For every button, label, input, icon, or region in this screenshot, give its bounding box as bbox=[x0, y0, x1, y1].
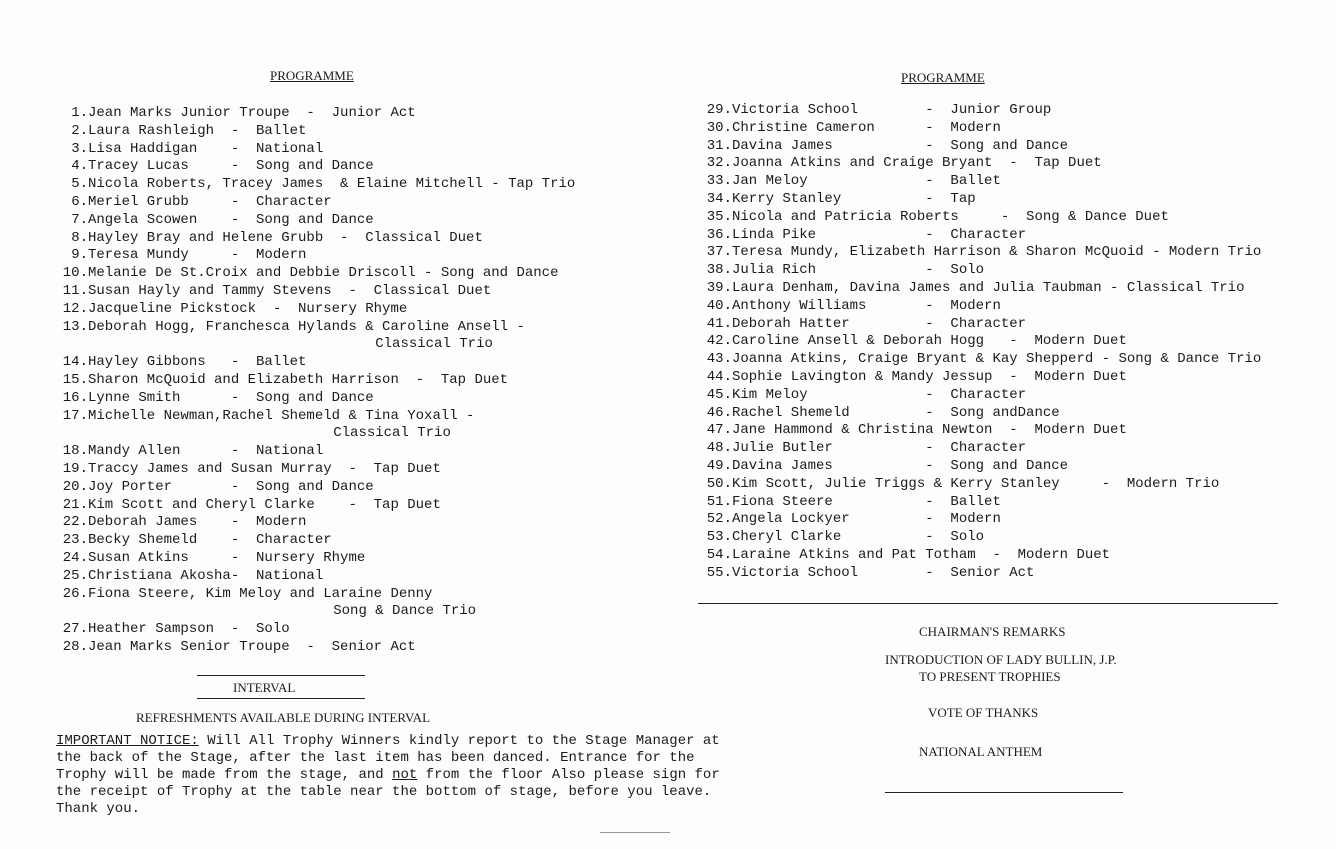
item-text: Susan Atkins - Nursery Rhyme bbox=[88, 549, 366, 566]
national-anthem: NATIONAL ANTHEM bbox=[919, 744, 1043, 759]
programme-item bbox=[56, 123, 575, 141]
item-text: Fiona Steere, Kim Meloy and Laraine Denny bbox=[88, 585, 433, 602]
item-text: Teresa Mundy - Modern bbox=[88, 247, 307, 264]
programme-item bbox=[700, 440, 1261, 458]
programme-item bbox=[700, 227, 1261, 245]
refreshments-note: REFRESHMENTS AVAILABLE DURING INTERVAL bbox=[136, 710, 431, 725]
item-text: Meriel Grubb - Character bbox=[88, 193, 332, 210]
programme-item bbox=[700, 155, 1261, 173]
item-text: Christine Cameron - Modern bbox=[732, 119, 1001, 136]
programme-item bbox=[700, 511, 1261, 529]
programme-item bbox=[700, 405, 1261, 423]
left-programme-list bbox=[56, 105, 575, 657]
item-number: 51. bbox=[706, 493, 732, 510]
item-text: Victoria School - Junior Group bbox=[732, 102, 1052, 118]
programme-item bbox=[56, 354, 575, 372]
interval-rule-bottom bbox=[197, 698, 365, 699]
programme-item bbox=[56, 621, 575, 639]
item-number: 9. bbox=[71, 247, 88, 264]
item-text: Susan Hayly and Tammy Stevens - Classical Duet bbox=[88, 282, 492, 299]
item-continuation: Classical Trio bbox=[56, 336, 493, 353]
item-number: 48. bbox=[706, 440, 732, 457]
item-number: 30. bbox=[706, 119, 732, 136]
programme-item bbox=[700, 316, 1261, 334]
programme-item bbox=[56, 479, 575, 497]
item-number: 2. bbox=[71, 122, 88, 139]
item-number: 14. bbox=[62, 354, 88, 371]
item-text: Angela Lockyer - Modern bbox=[732, 511, 1001, 528]
programme-item bbox=[56, 639, 575, 657]
programme-item bbox=[700, 298, 1261, 316]
programme-item bbox=[56, 283, 575, 301]
closing-rule bbox=[698, 603, 1278, 604]
item-number: 49. bbox=[706, 457, 732, 474]
item-text: Davina James - Song and Dance bbox=[732, 137, 1069, 154]
item-text: Joanna Atkins, Craige Bryant & Kay Shepperd - Song & Dance Trio bbox=[732, 351, 1262, 368]
item-text: Christiana Akosha- National bbox=[88, 567, 324, 584]
item-text: Laura Denham, Davina James and Julia Taubman - Classical Trio bbox=[732, 279, 1245, 296]
programme-item bbox=[56, 141, 575, 159]
programme-item bbox=[56, 408, 575, 444]
item-text: Laura Rashleigh - Ballet bbox=[88, 122, 307, 139]
item-number: 5. bbox=[71, 176, 88, 193]
item-text: Mandy Allen - National bbox=[88, 443, 324, 460]
item-number: 43. bbox=[706, 351, 732, 368]
right-programme-list bbox=[700, 102, 1261, 583]
item-text: Nicola Roberts, Tracey James & Elaine Mitchell - Tap Trio bbox=[88, 176, 576, 193]
item-text: Hayley Gibbons - Ballet bbox=[88, 354, 307, 371]
item-text: Hayley Bray and Helene Grubb - Classical Duet bbox=[88, 229, 483, 246]
item-number: 18. bbox=[62, 443, 88, 460]
item-text: Anthony Williams - Modern bbox=[732, 297, 1001, 314]
item-number: 25. bbox=[62, 567, 88, 584]
programme-item bbox=[700, 351, 1261, 369]
notice-not: not bbox=[392, 767, 418, 783]
programme-item bbox=[56, 301, 575, 319]
item-text: Jan Meloy - Ballet bbox=[732, 173, 1001, 190]
item-text: Sharon McQuoid and Elizabeth Harrison - Tap Duet bbox=[88, 371, 509, 388]
item-number: 4. bbox=[71, 158, 88, 175]
introduction-line-2: TO PRESENT TROPHIES bbox=[919, 669, 1061, 684]
item-number: 45. bbox=[706, 386, 732, 403]
programme-item bbox=[56, 514, 575, 532]
item-text: Traccy James and Susan Murray - Tap Duet bbox=[88, 460, 441, 477]
programme-item bbox=[56, 390, 575, 408]
item-text: Joanna Atkins and Craige Bryant - Tap Duet bbox=[732, 155, 1102, 172]
item-number: 34. bbox=[706, 190, 732, 207]
programme-item bbox=[700, 494, 1261, 512]
interval-title: INTERVAL bbox=[233, 680, 296, 695]
programme-item bbox=[700, 191, 1261, 209]
item-number: 19. bbox=[62, 460, 88, 477]
item-text: Victoria School - Senior Act bbox=[732, 564, 1035, 581]
programme-item bbox=[56, 586, 575, 622]
item-number: 46. bbox=[706, 404, 732, 421]
item-number: 22. bbox=[62, 514, 88, 531]
item-continuation: Classical Trio bbox=[56, 425, 451, 442]
programme-item bbox=[56, 372, 575, 390]
programme-item bbox=[700, 369, 1261, 387]
programme-item bbox=[56, 497, 575, 515]
interval-rule-top bbox=[197, 675, 365, 676]
item-text: Michelle Newman,Rachel Shemeld & Tina Yoxall - bbox=[88, 407, 475, 424]
item-number: 26. bbox=[62, 585, 88, 602]
programme-item bbox=[56, 247, 575, 265]
item-text: Melanie De St.Croix and Debbie Driscoll - Song and Dance bbox=[88, 265, 559, 282]
programme-item bbox=[56, 158, 575, 176]
programme-item bbox=[700, 280, 1261, 298]
item-number: 15. bbox=[62, 371, 88, 388]
introduction-line-1: INTRODUCTION OF LADY BULLIN, J.P. bbox=[885, 652, 1117, 667]
item-number: 28. bbox=[62, 638, 88, 655]
item-text: Kerry Stanley - Tap bbox=[732, 190, 976, 207]
item-number: 36. bbox=[706, 226, 732, 243]
item-text: Jane Hammond & Christina Newton - Modern Duet bbox=[732, 422, 1127, 439]
item-number: 54. bbox=[706, 546, 732, 563]
item-number: 52. bbox=[706, 511, 732, 528]
item-text: Linda Pike - Character bbox=[732, 226, 1027, 243]
programme-item bbox=[56, 176, 575, 194]
programme-item bbox=[56, 230, 575, 248]
item-number: 13. bbox=[62, 318, 88, 335]
item-number: 23. bbox=[62, 532, 88, 549]
item-number: 42. bbox=[706, 333, 732, 350]
item-number: 29. bbox=[706, 102, 732, 118]
item-number: 38. bbox=[706, 262, 732, 279]
programme-item bbox=[700, 102, 1261, 120]
anthem-rule bbox=[885, 792, 1123, 793]
item-text: Julia Rich - Solo bbox=[732, 262, 985, 279]
item-number: 32. bbox=[706, 155, 732, 172]
item-text: Deborah James - Modern bbox=[88, 514, 307, 531]
item-number: 24. bbox=[62, 549, 88, 566]
left-programme-heading: PROGRAMME bbox=[270, 68, 354, 83]
right-page bbox=[668, 0, 1336, 849]
item-number: 40. bbox=[706, 297, 732, 314]
item-text: Becky Shemeld - Character bbox=[88, 532, 332, 549]
item-text: Deborah Hatter - Character bbox=[732, 315, 1027, 332]
programme-item bbox=[700, 547, 1261, 565]
item-number: 1. bbox=[71, 105, 88, 121]
item-number: 8. bbox=[71, 229, 88, 246]
important-notice bbox=[56, 733, 736, 818]
programme-item bbox=[700, 120, 1261, 138]
programme-item bbox=[700, 138, 1261, 156]
item-number: 33. bbox=[706, 173, 732, 190]
item-text: Cheryl Clarke - Solo bbox=[732, 529, 985, 546]
programme-item bbox=[56, 319, 575, 355]
item-number: 20. bbox=[62, 478, 88, 495]
programme-item bbox=[56, 443, 575, 461]
item-text: Caroline Ansell & Deborah Hogg - Modern Duet bbox=[732, 333, 1127, 350]
item-text: Heather Sampson - Solo bbox=[88, 621, 290, 638]
item-number: 39. bbox=[706, 279, 732, 296]
item-text: Kim Scott and Cheryl Clarke - Tap Duet bbox=[88, 496, 441, 513]
vote-of-thanks: VOTE OF THANKS bbox=[928, 705, 1039, 720]
item-text: Sophie Lavington & Mandy Jessup - Modern Duet bbox=[732, 368, 1127, 385]
item-text: Jean Marks Senior Troupe - Senior Act bbox=[88, 638, 416, 655]
item-text: Joy Porter - Song and Dance bbox=[88, 478, 374, 495]
item-text: Julie Butler - Character bbox=[732, 440, 1027, 457]
item-number: 17. bbox=[62, 407, 88, 424]
item-text: Kim Meloy - Character bbox=[732, 386, 1027, 403]
programme-item bbox=[56, 194, 575, 212]
item-number: 55. bbox=[706, 564, 732, 581]
item-number: 11. bbox=[62, 282, 88, 299]
item-number: 37. bbox=[706, 244, 732, 261]
item-number: 53. bbox=[706, 529, 732, 546]
programme-item bbox=[700, 529, 1261, 547]
item-number: 47. bbox=[706, 422, 732, 439]
programme-item bbox=[700, 173, 1261, 191]
item-number: 10. bbox=[62, 265, 88, 282]
item-text: Rachel Shemeld - Song andDance bbox=[732, 404, 1060, 421]
programme-item bbox=[56, 532, 575, 550]
item-number: 41. bbox=[706, 315, 732, 332]
programme-item bbox=[56, 550, 575, 568]
item-number: 3. bbox=[71, 140, 88, 157]
item-text: Teresa Mundy, Elizabeth Harrison & Sharon McQuoid - Modern Trio bbox=[732, 244, 1262, 261]
item-text: Jacqueline Pickstock - Nursery Rhyme bbox=[88, 300, 408, 317]
programme-item bbox=[56, 461, 575, 479]
programme-item bbox=[700, 244, 1261, 262]
item-text: Lisa Haddigan - National bbox=[88, 140, 324, 157]
item-number: 44. bbox=[706, 368, 732, 385]
item-text: Laraine Atkins and Pat Totham - Modern Duet bbox=[732, 546, 1111, 563]
programme-item bbox=[700, 209, 1261, 227]
item-number: 7. bbox=[71, 211, 88, 228]
notice-text-1: Will All Trophy Winners kindly report to the Stage Manager at the back of the Stage, after the last item has been danced. Entrance for the Trophy will be made from the stage, and bbox=[56, 733, 720, 783]
item-text: Davina James - Song and Dance bbox=[732, 457, 1069, 474]
item-text: Lynne Smith - Song and Dance bbox=[88, 389, 374, 406]
item-number: 6. bbox=[71, 193, 88, 210]
item-continuation: Song & Dance Trio bbox=[56, 603, 477, 620]
programme-item bbox=[700, 565, 1261, 583]
chairmans-remarks: CHAIRMAN'S REMARKS bbox=[919, 624, 1066, 639]
programme-item bbox=[700, 262, 1261, 280]
bottom-fold-mark bbox=[600, 832, 670, 833]
item-number: 35. bbox=[706, 208, 732, 225]
programme-item bbox=[700, 476, 1261, 494]
item-text: Fiona Steere - Ballet bbox=[732, 493, 1001, 510]
programme-item bbox=[700, 422, 1261, 440]
notice-label: IMPORTANT NOTICE: bbox=[56, 733, 199, 749]
programme-item bbox=[56, 212, 575, 230]
item-text: Jean Marks Junior Troupe - Junior Act bbox=[88, 105, 416, 121]
programme-item bbox=[700, 333, 1261, 351]
item-text: Deborah Hogg, Franchesca Hylands & Caroline Ansell - bbox=[88, 318, 525, 335]
programme-item bbox=[56, 265, 575, 283]
item-text: Angela Scowen - Song and Dance bbox=[88, 211, 374, 228]
item-number: 31. bbox=[706, 137, 732, 154]
programme-item bbox=[56, 568, 575, 586]
item-number: 16. bbox=[62, 389, 88, 406]
notice-text-2: from the floor Also please sign for the receipt of Trophy at the table near the bottom of stage, before you leave. Thank you. bbox=[56, 767, 720, 817]
item-text: Kim Scott, Julie Triggs & Kerry Stanley - Modern Trio bbox=[732, 475, 1220, 492]
item-text: Nicola and Patricia Roberts - Song & Dance Duet bbox=[732, 208, 1169, 225]
item-number: 50. bbox=[706, 475, 732, 492]
right-programme-heading: PROGRAMME bbox=[901, 70, 985, 85]
item-number: 27. bbox=[62, 621, 88, 638]
item-number: 21. bbox=[62, 496, 88, 513]
item-text: Tracey Lucas - Song and Dance bbox=[88, 158, 374, 175]
programme-item bbox=[700, 387, 1261, 405]
programme-item bbox=[700, 458, 1261, 476]
programme-item bbox=[56, 105, 575, 123]
item-number: 12. bbox=[62, 300, 88, 317]
